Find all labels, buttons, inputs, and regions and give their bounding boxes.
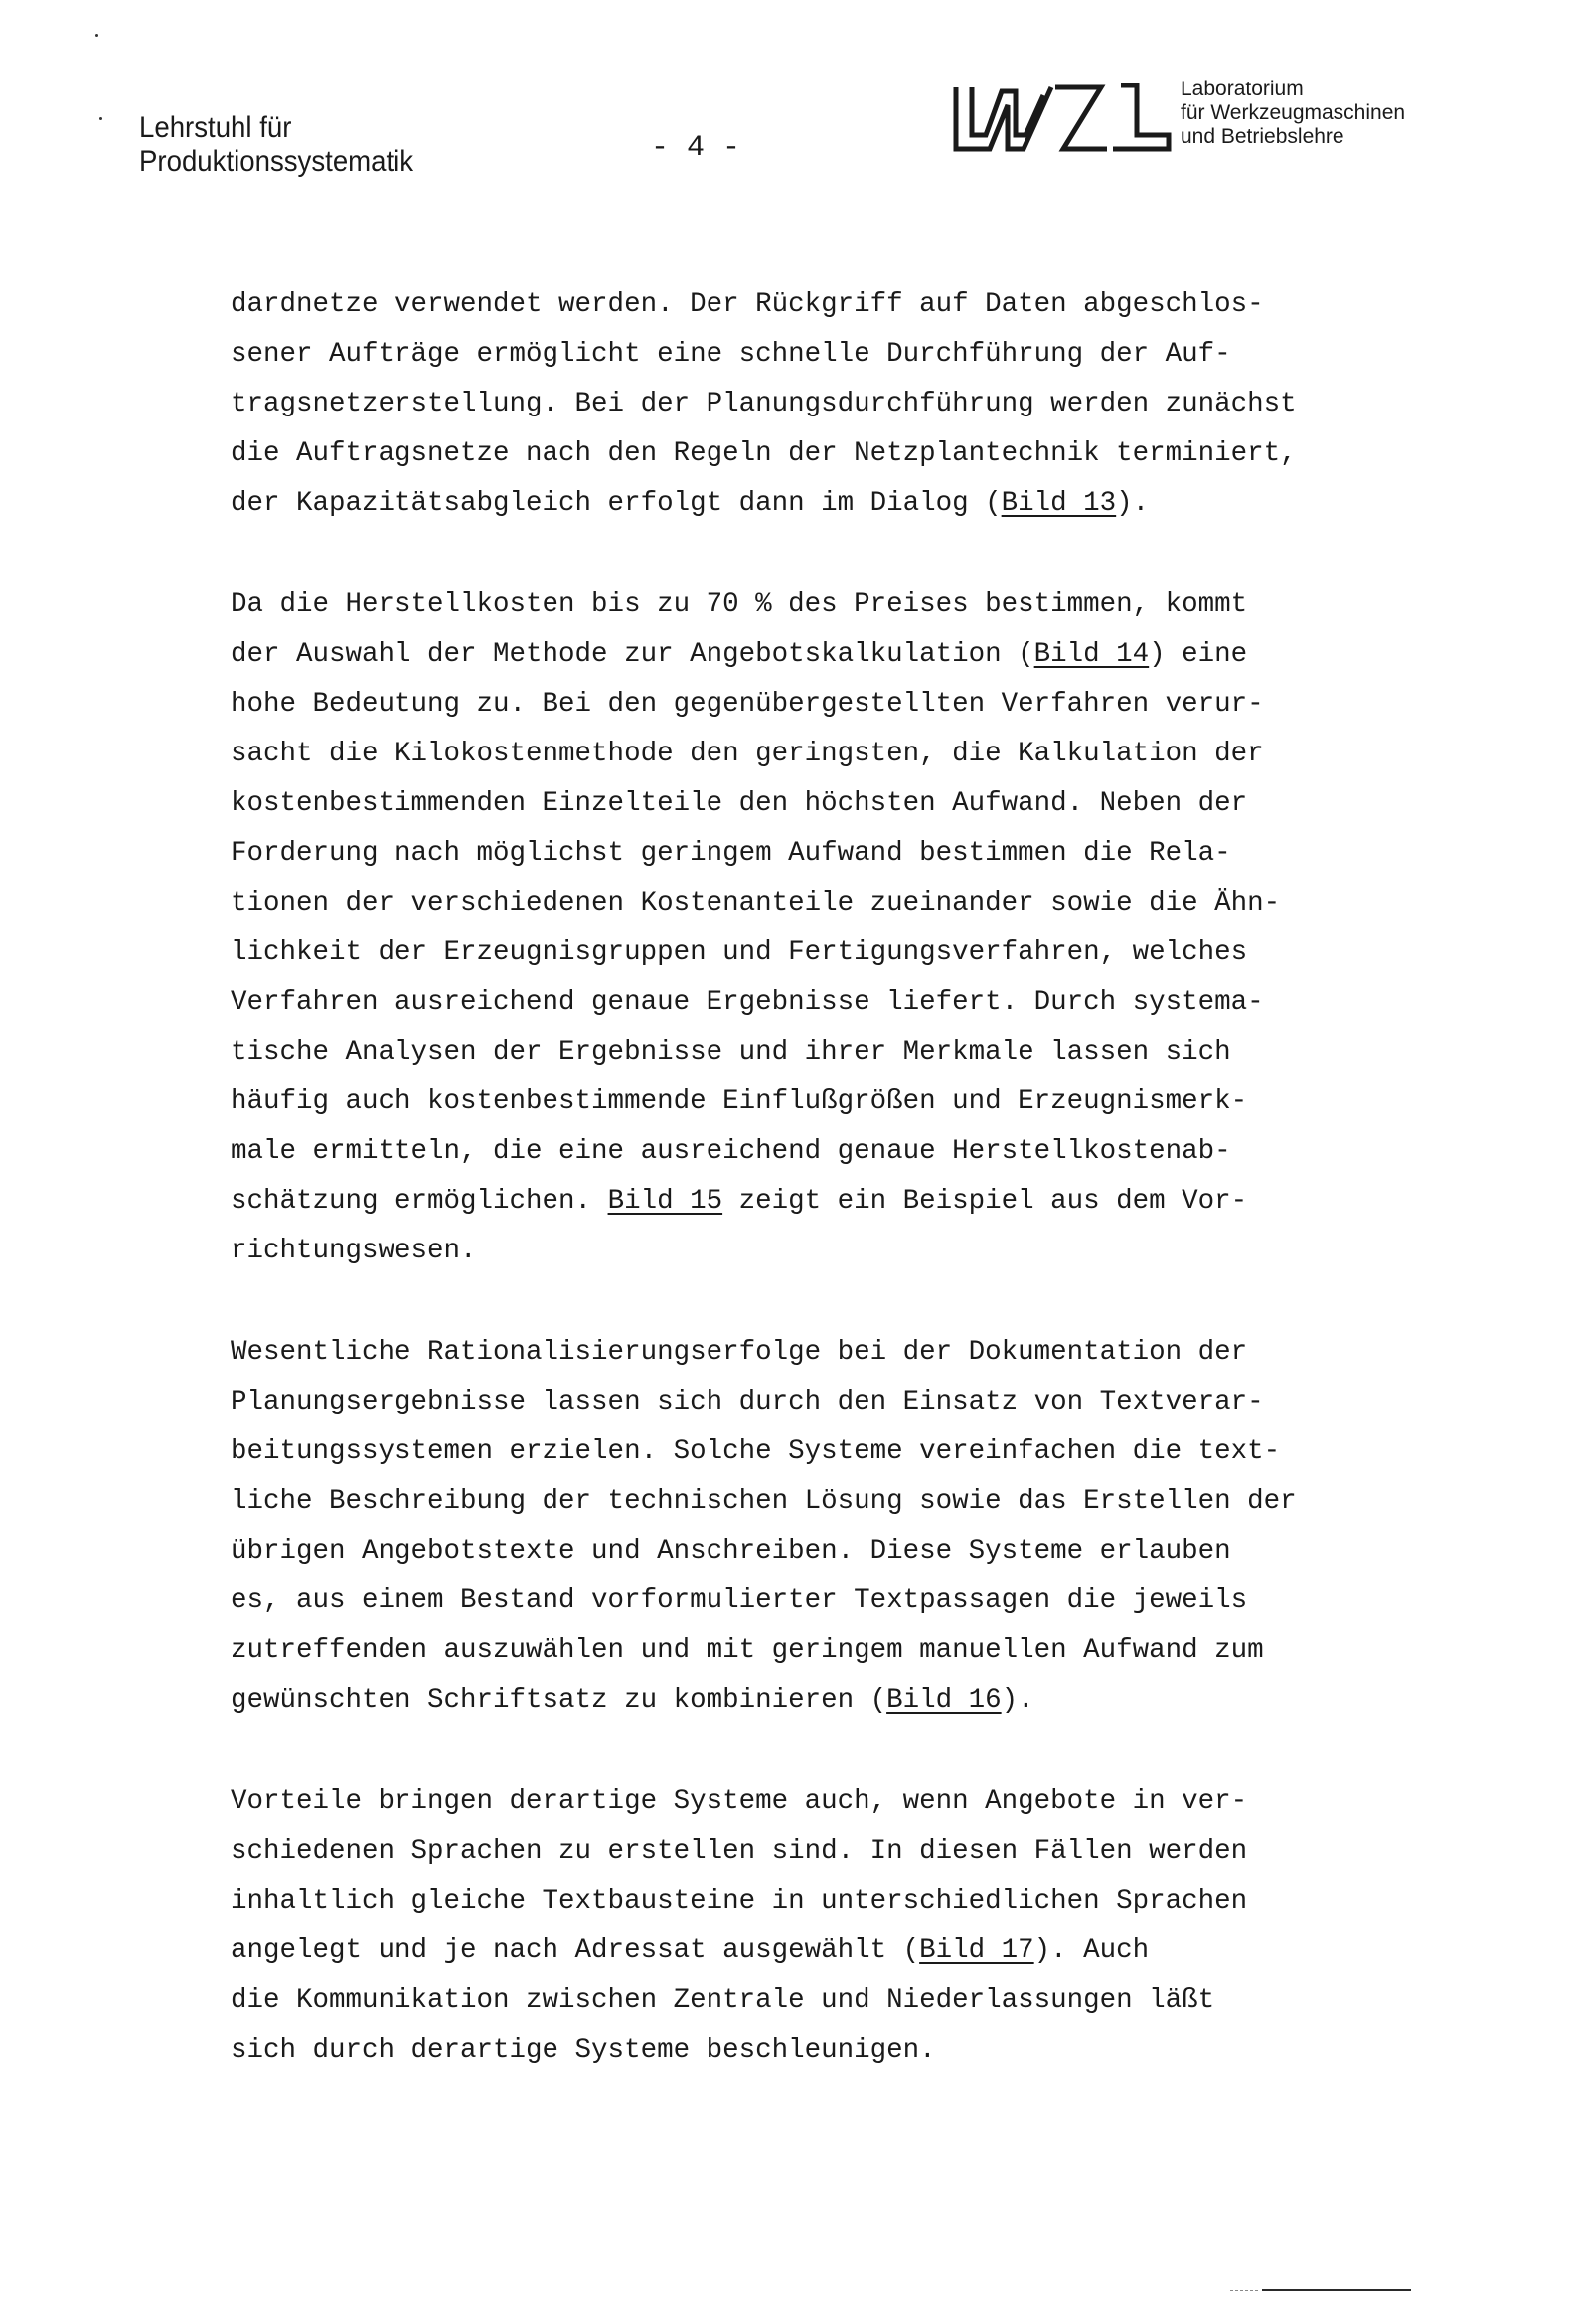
text-segment: ). (1001, 1685, 1034, 1716)
text-line (231, 680, 1433, 730)
laboratory-name (1181, 78, 1405, 149)
text-segment: Forderung nach möglichst geringem Aufwand bestimmen die Rela- (231, 838, 1231, 869)
text-segment: tische Analysen der Ergebnisse und ihrer Merkmale lassen sich (231, 1037, 1231, 1068)
text-segment: zeigt ein Beispiel aus dem Vor- (722, 1186, 1248, 1217)
text-segment: ). Auch (1033, 1935, 1150, 1966)
figure-reference: Bild 16 (886, 1685, 1002, 1716)
text-segment: lichkeit der Erzeugnisgruppen und Fertigungsverfahren, welches (231, 937, 1248, 968)
text-segment: zutreffenden auszuwählen und mit geringem manuellen Aufwand zum (231, 1635, 1264, 1666)
text-line (231, 829, 1433, 879)
text-segment: dardnetze verwendet werden. Der Rückgriff auf Daten abgeschlos- (231, 289, 1264, 320)
text-segment: inhaltlich gleiche Textbausteine in unterschiedlichen Sprachen (231, 1886, 1248, 1916)
paragraph (231, 1328, 1433, 1726)
text-segment: Planungsergebnisse lassen sich durch den Einsatz von Textverar- (231, 1387, 1264, 1417)
lab-line-3: und Betriebslehre (1181, 125, 1344, 148)
text-line (231, 1378, 1433, 1427)
lab-line-2: für Werkzeugmaschinen (1181, 101, 1406, 124)
figure-reference: Bild 13 (1001, 488, 1117, 519)
text-line (231, 330, 1433, 380)
text-line (231, 1177, 1433, 1227)
text-line (231, 280, 1433, 330)
text-line (231, 1527, 1433, 1577)
text-line (231, 730, 1433, 779)
text-line (231, 1078, 1433, 1127)
text-segment: sacht die Kilokostenmethode den geringsten, die Kalkulation der (231, 739, 1264, 769)
text-segment: tragsnetzerstellung. Bei der Planungsdurchführung werden zunächst (231, 389, 1297, 419)
text-line (231, 1427, 1433, 1477)
text-line (231, 978, 1433, 1028)
scan-speck (95, 34, 98, 37)
text-line (231, 1577, 1433, 1626)
text-line (231, 1926, 1433, 1976)
institute-line-2: Produktionssystematik (139, 145, 414, 178)
text-line (231, 1676, 1433, 1726)
text-segment: es, aus einem Bestand vorformulierter Textpassagen die jeweils (231, 1585, 1248, 1616)
scan-speck (99, 117, 102, 120)
text-segment: Verfahren ausreichend genaue Ergebnisse liefert. Durch systema- (231, 987, 1264, 1018)
text-segment: gewünschten Schriftsatz zu kombinieren ( (231, 1685, 887, 1716)
text-segment: hohe Bedeutung zu. Bei den gegenübergestellten Verfahren verur- (231, 689, 1264, 720)
institute-name (139, 111, 413, 179)
page-number: - 4 - (651, 131, 741, 165)
text-segment: richtungswesen. (231, 1236, 477, 1266)
text-line (231, 928, 1433, 978)
text-segment: Vorteile bringen derartige Systeme auch, wenn Angebote in ver- (231, 1786, 1248, 1817)
paragraph (231, 280, 1433, 529)
figure-reference: Bild 14 (1033, 639, 1150, 670)
text-line (231, 2026, 1433, 2075)
text-segment: schätzung ermöglichen. (231, 1186, 608, 1217)
text-segment: übrigen Angebotstexte und Anschreiben. Diese Systeme erlauben (231, 1536, 1231, 1567)
paragraph (231, 1777, 1433, 2075)
text-line (231, 1877, 1433, 1926)
figure-reference: Bild 15 (607, 1186, 723, 1217)
wzl-logo (952, 78, 1173, 159)
text-line (231, 380, 1433, 429)
text-segment: beitungssystemen erzielen. Solche Systeme vereinfachen die text- (231, 1436, 1281, 1467)
text-segment: kostenbestimmenden Einzelteile den höchsten Aufwand. Neben der (231, 788, 1248, 819)
text-line (231, 1227, 1433, 1276)
text-segment: sich durch derartige Systeme beschleunigen. (231, 2035, 936, 2066)
text-segment: Wesentliche Rationalisierungserfolge bei der Dokumentation der (231, 1337, 1248, 1368)
text-line (231, 1626, 1433, 1676)
text-segment: häufig auch kostenbestimmende Einflußgrößen und Erzeugnismerk- (231, 1086, 1248, 1117)
text-segment: die Auftragsnetze nach den Regeln der Netzplantechnik terminiert, (231, 438, 1297, 469)
text-segment: sener Aufträge ermöglicht eine schnelle Durchführung der Auf- (231, 339, 1231, 370)
text-line (231, 581, 1433, 630)
text-segment: ). (1116, 488, 1150, 519)
text-segment: male ermitteln, die eine ausreichend genaue Herstellkostenab- (231, 1136, 1231, 1167)
text-segment: angelegt und je nach Adressat ausgewählt ( (231, 1935, 920, 1966)
text-line (231, 1827, 1433, 1877)
text-line (231, 1328, 1433, 1378)
text-line (231, 1127, 1433, 1177)
text-line (231, 630, 1433, 680)
text-segment: der Auswahl der Methode zur Angebotskalkulation ( (231, 639, 1034, 670)
text-line (231, 1976, 1433, 2026)
text-line (231, 879, 1433, 928)
text-line (231, 429, 1433, 479)
body-text (231, 280, 1433, 2127)
text-segment: liche Beschreibung der technischen Lösung sowie das Erstellen der (231, 1486, 1297, 1517)
text-segment: die Kommunikation zwischen Zentrale und Niederlassungen läßt (231, 1985, 1215, 2016)
text-line (231, 1777, 1433, 1827)
text-line (231, 479, 1433, 529)
footer-rule (1262, 2289, 1411, 2291)
text-segment: der Kapazitätsabgleich erfolgt dann im Dialog ( (231, 488, 1002, 519)
text-segment: schiedenen Sprachen zu erstellen sind. In diesen Fällen werden (231, 1836, 1248, 1867)
text-segment: Da die Herstellkosten bis zu 70 % des Preises bestimmen, kommt (231, 589, 1248, 620)
text-segment: tionen der verschiedenen Kostenanteile zueinander sowie die Ähn- (231, 888, 1281, 918)
text-segment: ) eine (1149, 639, 1248, 670)
text-line (231, 779, 1433, 829)
lab-line-1: Laboratorium (1181, 78, 1304, 100)
paragraph (231, 581, 1433, 1276)
text-line (231, 1477, 1433, 1527)
figure-reference: Bild 17 (919, 1935, 1034, 1966)
institute-line-1: Lehrstuhl für (139, 111, 292, 144)
footer-rule-dashed (1230, 2290, 1258, 2291)
text-line (231, 1028, 1433, 1078)
